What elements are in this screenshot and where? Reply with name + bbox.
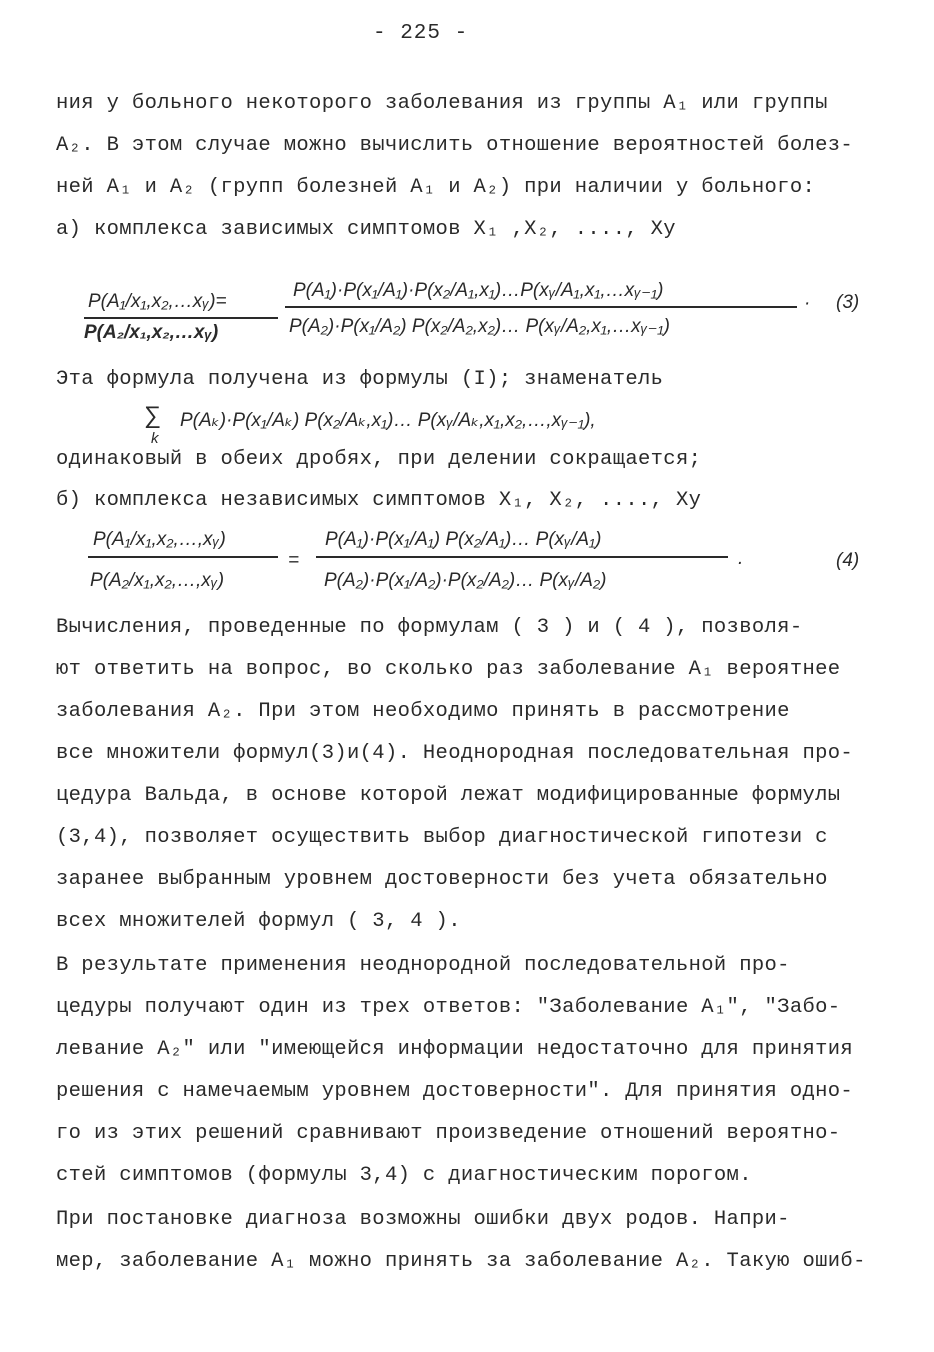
paragraph-2-line-8: всех множителей формул ( 3, 4 ). — [56, 910, 461, 933]
formula-3-lhs-bar — [84, 317, 278, 319]
sum-body: P(Aₖ)·P(x₁/Aₖ) P(x₂/Aₖ,x₁)… P(xᵧ/Aₖ,x₁,x₂,…,xᵧ₋₁), — [180, 410, 596, 431]
sum-index: k — [151, 430, 159, 447]
formula-3-rhs-bar — [285, 306, 797, 308]
formula-4-number: (4) — [836, 550, 860, 571]
paragraph-2-line-7: заранее выбранным уровнем достоверности без учета обязательно — [56, 868, 828, 891]
formula-3-rhs-numerator: P(A₁)·P(x₁/A₁)·P(x₂/A₁,x₁)…P(xᵧ/A₁,x₁,…xᵧ₋₁) — [293, 280, 664, 301]
paragraph-1-line-2: A₂. В этом случае можно вычислить отношение вероятностей болез- — [56, 134, 854, 157]
formula-3-number: (3) — [836, 292, 860, 313]
paragraph-3-line-6: стей симптомов (формулы 3,4) с диагностическим порогом. — [56, 1164, 752, 1187]
paragraph-4-line-2: мер, заболевание A₁ можно принять за заболевание A₂. Такую ошиб- — [56, 1250, 866, 1273]
paragraph-2-line-1: Вычисления, проведенные по формулам ( 3 ) и ( 4 ), позволя- — [56, 616, 803, 639]
formula-3-rhs-denominator: P(A₂)·P(x₁/A₂) P(x₂/A₂,x₂)… P(xᵧ/A₂,x₁,…xᵧ₋₁) — [289, 316, 670, 337]
paragraph-3-line-3: левание A₂" или "имеющейся информации недостаточно для принятия — [56, 1038, 854, 1061]
formula-3-lhs-denominator: P(A₂/x₁,x₂,…xᵧ) — [84, 322, 219, 343]
paragraph-3-line-2: цедуры получают один из трех ответов: "Заболевание A₁", "Забо- — [56, 996, 841, 1019]
formula-3-lhs-numerator: P(A₁/x₁,x₂,…xᵧ)= — [88, 291, 227, 312]
formula-4-lhs-denominator: P(A₂/x₁,x₂,…,xᵧ) — [90, 570, 225, 591]
paragraph-2-line-5: цедура Вальда, в основе которой лежат модифицированные формулы — [56, 784, 841, 807]
paragraph-2-line-4: все множители формул(3)и(4). Неоднородная последовательная про- — [56, 742, 854, 765]
formula-origin-text: Эта формула получена из формулы (I); знаменатель — [56, 368, 664, 391]
formula-3-tail: · — [804, 293, 811, 314]
page-number: - 225 - — [373, 22, 469, 45]
formula-4-lhs-bar — [88, 556, 278, 558]
paragraph-2-line-3: заболевания A₂. При этом необходимо принять в рассмотрение — [56, 700, 790, 723]
paragraph-2-line-6: (3,4), позволяет осуществить выбор диагностической гипотези с — [56, 826, 828, 849]
paragraph-4-line-1: При постановке диагноза возможны ошибки двух родов. Напри- — [56, 1208, 790, 1231]
paragraph-3-line-4: решения с намечаемым уровнем достоверности". Для принятия одно- — [56, 1080, 854, 1103]
independent-text: б) комплекса независимых симптомов X₁, X₂, ...., Xy — [56, 489, 702, 512]
paragraph-2-line-2: ют ответить на вопрос, во сколько раз заболевание A₁ вероятнее — [56, 658, 841, 681]
paragraph-1-line-3: ней A₁ и A₂ (групп болезней A₁ и A₂) при наличии у больного: — [56, 176, 816, 199]
paragraph-1-line-1: ния у больного некоторого заболевания из группы A₁ или группы — [56, 92, 828, 115]
formula-4-tail: . — [738, 548, 744, 569]
paragraph-3-line-1: В результате применения неоднородной последовательной про- — [56, 954, 790, 977]
paragraph-3-line-5: го из этих решений сравнивают произведение отношений вероятно- — [56, 1122, 841, 1145]
formula-4-equals: = — [288, 550, 300, 571]
formula-4-rhs-numerator: P(A₁)·P(x₁/A₁) P(x₂/A₁)… P(xᵧ/A₁) — [325, 529, 602, 550]
sum-sigma: ∑ — [144, 402, 162, 429]
paragraph-1-line-4: а) комплекса зависимых симптомов X₁ ,X₂, ...., Xy — [56, 218, 676, 241]
formula-4-rhs-bar — [316, 556, 728, 558]
formula-4-lhs-numerator: P(A₁/x₁,x₂,…,xᵧ) — [93, 529, 226, 550]
formula-4-rhs-denominator: P(A₂)·P(x₁/A₂)·P(x₂/A₂)… P(xᵧ/A₂) — [324, 570, 607, 591]
identical-text: одинаковый в обеих дробях, при делении сокращается; — [56, 448, 702, 471]
